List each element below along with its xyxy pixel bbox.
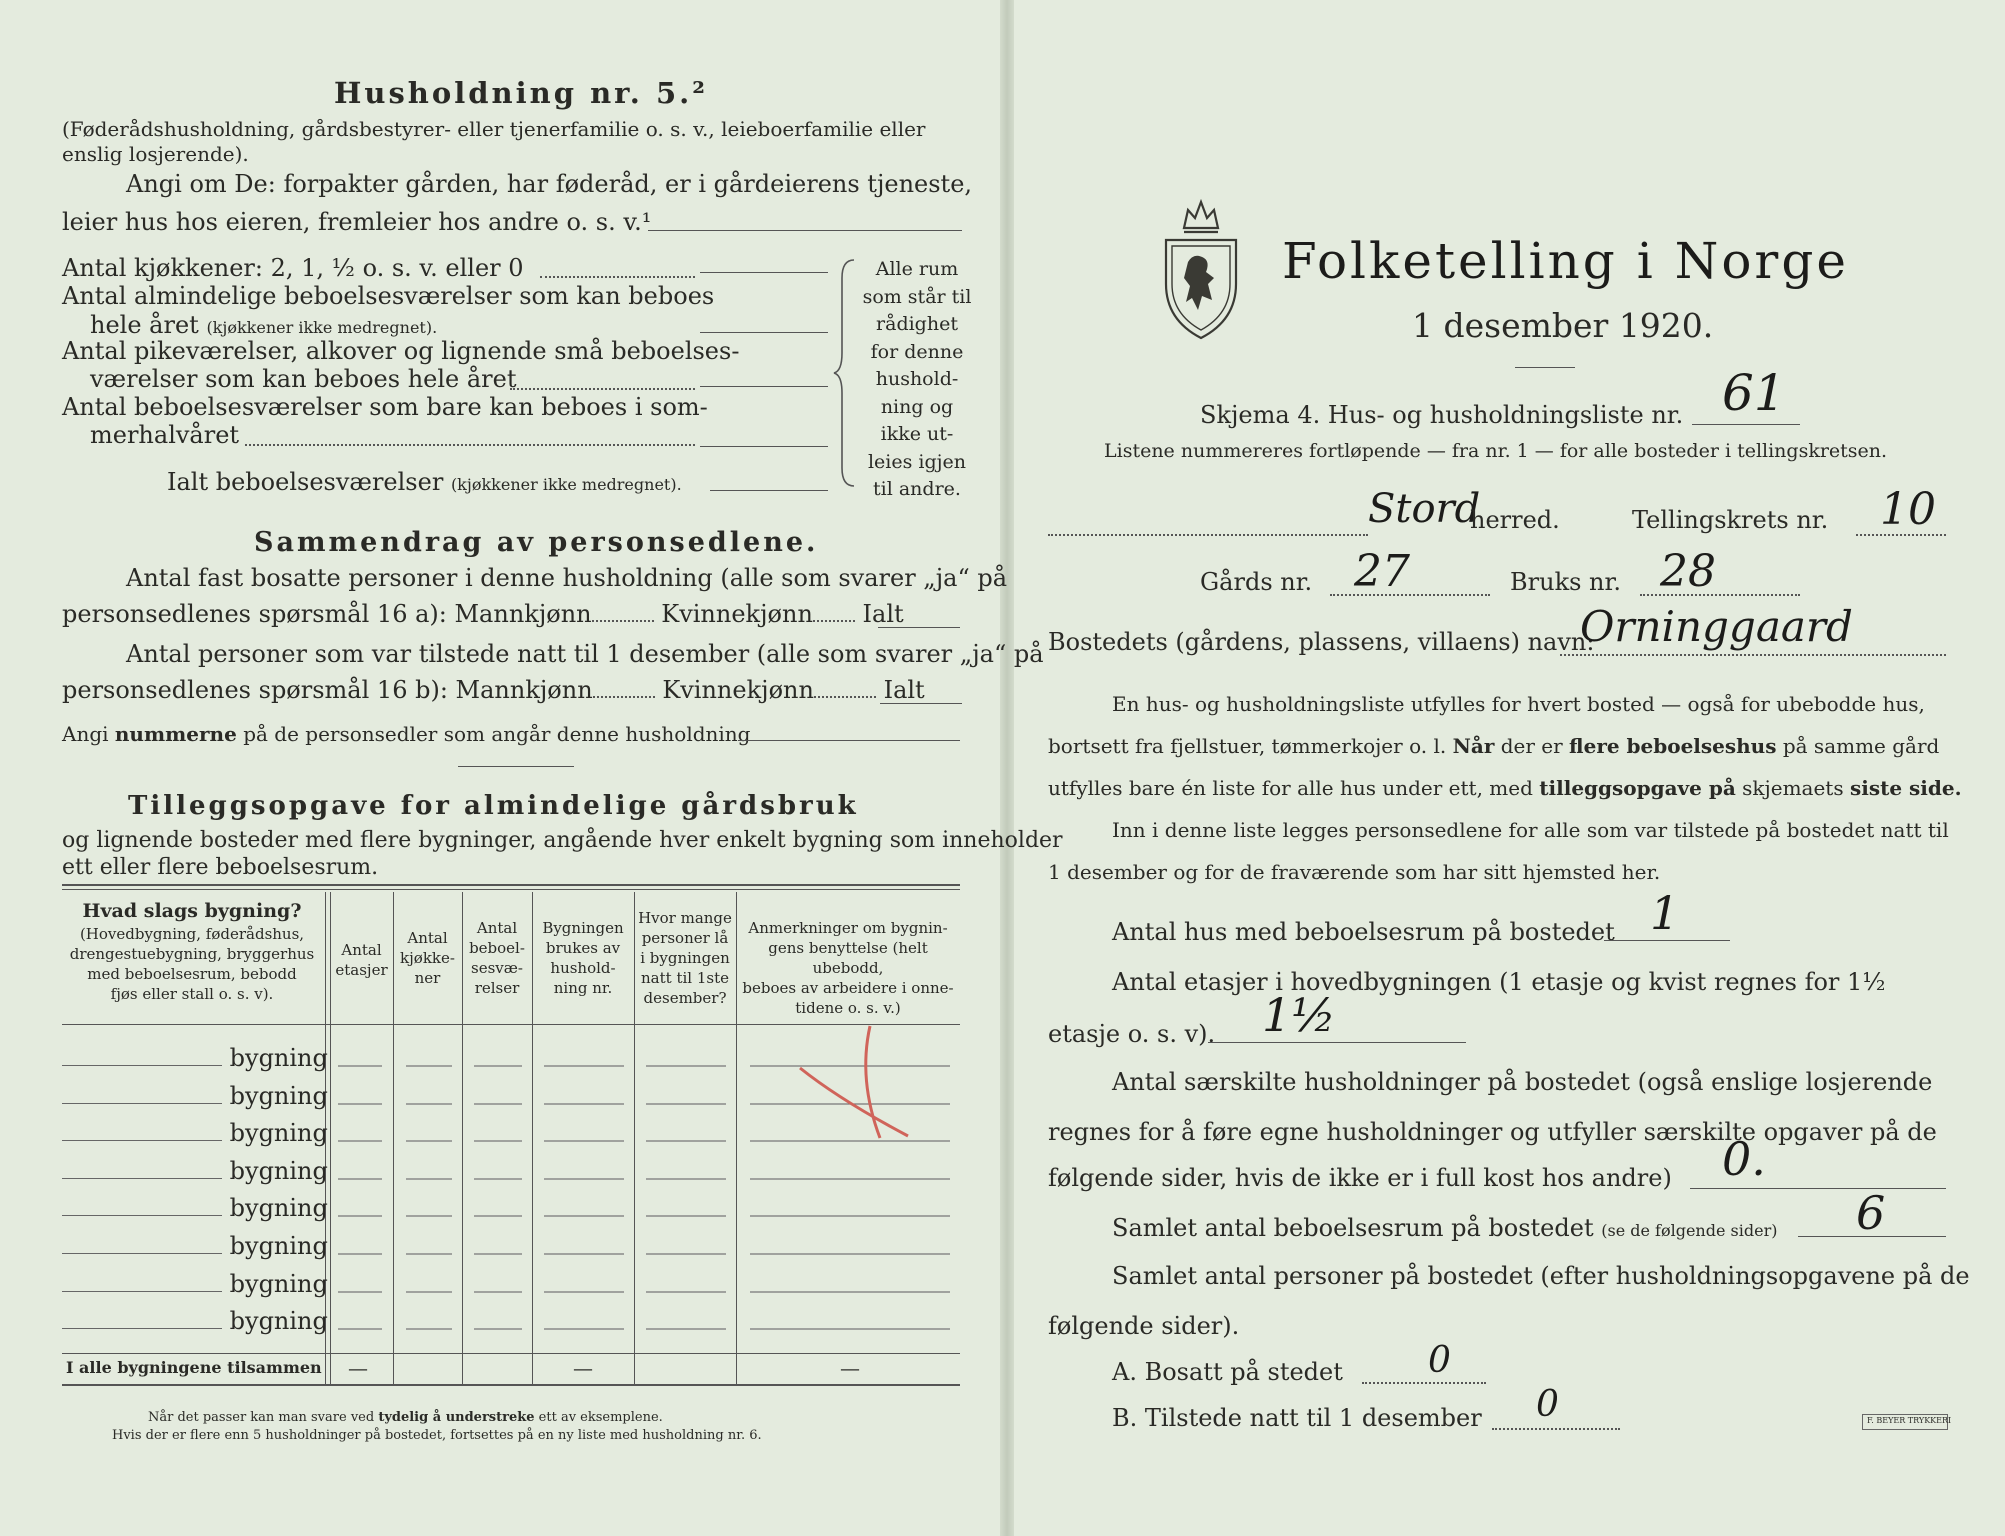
maid-rooms-field[interactable] xyxy=(700,386,828,387)
present-field[interactable] xyxy=(1492,1428,1620,1430)
skjema-field[interactable] xyxy=(1692,424,1800,425)
total-dash-2: — xyxy=(573,1356,593,1380)
table-row[interactable]: bygning xyxy=(62,1307,328,1335)
rooms-field[interactable] xyxy=(700,332,828,333)
total-dash-3: — xyxy=(840,1356,860,1380)
floors-label-b: etasje o. s. v). xyxy=(1048,1020,1216,1048)
tellingskrets-label: Tellingskrets nr. xyxy=(1632,506,1829,534)
col-floors-header: Antal etasjer xyxy=(335,941,388,979)
instruction-line-4: Inn i denne liste legges personsedlene for alle som var tilstede på bostedet natt til xyxy=(1112,818,1949,842)
col-kitchens-header: Antal kjøkke- ner xyxy=(400,929,455,987)
angi-line-2: leier hus hos eieren, fremleier hos andre o. s. v.¹ xyxy=(62,208,652,236)
tillegg-title: Tilleggsopgave for almindelige gårdsbruk xyxy=(128,791,859,821)
summer-rooms-dots xyxy=(245,444,695,446)
resident-value: 0 xyxy=(1428,1340,1451,1381)
households-label-b: regnes for å føre egne husholdninger og utfyller særskilte opgaver på de xyxy=(1048,1118,1937,1146)
summary-line-5: Angi nummerne på de personsedler som angår denne husholdning xyxy=(62,722,751,746)
brace-mark xyxy=(832,258,862,488)
instruction-line-3: utfylles bare én liste for alle hus under ett, med tilleggsopgave på skjemaets siste side. xyxy=(1048,776,1962,800)
skjema-label: Skjema 4. Hus- og husholdningsliste nr. xyxy=(1200,401,1684,429)
footnote-2: Hvis der er flere enn 5 husholdninger på bostedet, fortsettes på en ny liste med husholdning nr. 6. xyxy=(112,1428,762,1443)
total-dash-1: — xyxy=(348,1356,368,1380)
herred-field[interactable] xyxy=(1048,534,1368,536)
ialt-16b-field[interactable] xyxy=(880,703,962,704)
total-persons-label-b: følgende sider). xyxy=(1048,1312,1240,1340)
bruks-label: Bruks nr. xyxy=(1510,568,1621,596)
resident-label: A. Bosatt på stedet xyxy=(1112,1358,1343,1386)
bruks-value: 28 xyxy=(1660,546,1716,597)
rooms-label-b: hele året (kjøkkener ikke medregnet). xyxy=(90,311,438,339)
col-remarks-header: Anmerkninger om bygnin- gens benyttelse (helt ubebodd, beboes av arbeidere i onne- tidene o. s. v.) xyxy=(742,919,954,1017)
households-label-c: følgende sider, hvis de ikke er i full kost hos andre) xyxy=(1048,1164,1672,1192)
summer-rooms-label-a: Antal beboelsesværelser som bare kan beboes i som- xyxy=(62,393,708,421)
floors-field[interactable] xyxy=(1208,1042,1466,1043)
total-rooms-value: 6 xyxy=(1856,1186,1886,1240)
tillegg-line-2: ett eller flere beboelsesrum. xyxy=(62,855,379,880)
table-row[interactable]: bygning xyxy=(62,1270,328,1298)
total-rooms-label: Samlet antal beboelsesrum på bostedet (se de følgende sider) xyxy=(1112,1214,1778,1242)
summary-line-2: personsedlenes spørsmål 16 a): Mannkjønn Kvinnekjønn Ialt xyxy=(62,600,904,628)
brace-note: Alle rum som står til rådighet for denne hushold- ning og ikke ut- leies igjen til andre. xyxy=(862,258,972,500)
tillegg-line-1: og lignende bosteder med flere bygninger, angående hver enkelt bygning som inneholder xyxy=(62,828,1063,853)
gards-value: 27 xyxy=(1354,546,1410,597)
floors-value: 1½ xyxy=(1262,988,1336,1042)
bosted-value: Orninggaard xyxy=(1580,602,1853,651)
instruction-line-5: 1 desember og for de fraværende som har sitt hjemsted her. xyxy=(1048,860,1661,884)
present-label: B. Tilstede natt til 1 desember xyxy=(1112,1404,1482,1432)
bosted-label: Bostedets (gårdens, plassens, villaens) navn: xyxy=(1048,628,1595,656)
floors-label-a: Antal etasjer i hovedbygningen (1 etasje og kvist regnes for 1½ xyxy=(1112,968,1886,996)
table-row[interactable]: bygning xyxy=(62,1232,328,1260)
summary-line-3: Antal personer som var tilstede natt til 1 desember (alle som svarer „ja“ på xyxy=(126,640,1044,668)
table-top-rule-1 xyxy=(62,884,960,886)
summer-rooms-label-b: merhalvåret xyxy=(90,421,240,449)
herred-value: Stord xyxy=(1368,486,1481,532)
resident-field[interactable] xyxy=(1362,1382,1486,1384)
footnote-1: Når det passer kan man svare ved tydelig å understreke ett av eksemplene. xyxy=(148,1410,663,1425)
household-subtitle-1: (Føderådshusholdning, gårdsbestyrer- eller tjenerfamilie o. s. v., leieboerfamilie eller xyxy=(62,117,926,141)
kitchens-field[interactable] xyxy=(700,272,828,273)
ialt-16a-field[interactable] xyxy=(878,627,960,628)
ialt-rooms-field[interactable] xyxy=(710,490,828,491)
table-row[interactable]: bygning xyxy=(62,1157,328,1185)
total-row-label: I alle bygningene tilsammen xyxy=(66,1358,322,1377)
instruction-line-1: En hus- og husholdningsliste utfylles for hvert bosted — også for ubebodde hus, xyxy=(1112,692,1925,716)
form-date: 1 desember 1920. xyxy=(1412,306,1714,345)
coat-of-arms-icon xyxy=(1158,192,1244,342)
table-row[interactable]: bygning xyxy=(62,1194,328,1222)
page-fold xyxy=(1000,0,1014,1536)
col-persons-header: Hvor mange personer lå i bygningen natt til 1ste desember? xyxy=(638,909,732,1007)
printer-stamp xyxy=(1862,1414,1952,1430)
col-rooms-header: Antal beboel- sesvæ- relser xyxy=(469,919,525,997)
instruction-line-2: bortsett fra fjellstuer, tømmerkojer o. l. Når der er flere beboelseshus på samme gård xyxy=(1048,734,1940,758)
table-bottom-rule xyxy=(62,1384,960,1386)
printer-stamp-text: F. BEYER TRYKKERI xyxy=(1867,1416,1952,1425)
households-value: 0. xyxy=(1722,1132,1766,1186)
households-field[interactable] xyxy=(1690,1188,1946,1189)
tellingskrets-value: 10 xyxy=(1880,484,1936,535)
angi-answer-line[interactable] xyxy=(648,230,962,231)
kitchens-dots xyxy=(540,276,695,278)
household-heading: Husholdning nr. 5.² xyxy=(334,76,708,110)
houses-value: 1 xyxy=(1650,886,1680,940)
summary-line-1: Antal fast bosatte personer i denne husholdning (alle som svarer „ja“ på xyxy=(126,564,1008,592)
table-row[interactable]: bygning xyxy=(62,1119,328,1147)
listene-note: Listene nummereres fortløpende — fra nr. 1 — for alle bosteder i tellingskretsen. xyxy=(1104,440,1888,462)
table-row[interactable]: bygning xyxy=(62,1082,328,1110)
person-numbers-field[interactable] xyxy=(738,740,960,741)
col-building-type-header: Hvad slags bygning? (Hovedbygning, føderådshus, drengestuebygning, bryggerhus med beboelsesrum, bebodd fjøs eller stall o. s. v). xyxy=(69,900,315,1003)
table-row[interactable]: bygning xyxy=(62,1044,328,1072)
table-total-rule xyxy=(62,1353,960,1354)
bosted-field[interactable] xyxy=(1560,654,1946,656)
houses-label: Antal hus med beboelsesrum på bostedet xyxy=(1112,918,1615,946)
gards-label: Gårds nr. xyxy=(1200,568,1313,596)
summary-title: Sammendrag av personsedlene. xyxy=(254,527,819,558)
kitchens-label: Antal kjøkkener: 2, 1, ½ o. s. v. eller 0 xyxy=(62,254,524,282)
skjema-value: 61 xyxy=(1722,364,1786,422)
red-cross-mark xyxy=(780,1020,920,1140)
summary-line-4: personsedlenes spørsmål 16 b): Mannkjønn Kvinnekjønn Ialt xyxy=(62,676,925,704)
present-value: 0 xyxy=(1536,1384,1559,1425)
angi-line-1: Angi om De: forpakter gården, har føderåd, er i gårdeierens tjeneste, xyxy=(126,170,973,198)
form-title: Folketelling i Norge xyxy=(1282,232,1849,290)
table-top-rule-2 xyxy=(62,889,960,890)
houses-field[interactable] xyxy=(1604,940,1730,941)
household-subtitle-2: enslig losjerende). xyxy=(62,142,249,166)
summer-rooms-field[interactable] xyxy=(700,446,828,447)
title-divider xyxy=(1515,367,1575,368)
herred-label: herred. xyxy=(1470,506,1560,534)
col-household-header: Bygningen brukes av hushold- ning nr. xyxy=(542,919,624,997)
total-persons-label-a: Samlet antal personer på bostedet (efter husholdningsopgavene på de xyxy=(1112,1262,1970,1290)
households-label-a: Antal særskilte husholdninger på bostedet (også enslige losjerende xyxy=(1112,1068,1933,1096)
maid-rooms-label-a: Antal pikeværelser, alkover og lignende små beboelses- xyxy=(62,337,740,365)
maid-rooms-label-b: værelser som kan beboes hele året xyxy=(90,365,517,393)
maid-rooms-dots xyxy=(510,388,695,390)
ialt-rooms-label: Ialt beboelsesværelser (kjøkkener ikke medregnet). xyxy=(167,468,682,496)
section-divider xyxy=(458,766,574,767)
rooms-label-a: Antal almindelige beboelsesværelser som kan beboes xyxy=(62,282,715,310)
